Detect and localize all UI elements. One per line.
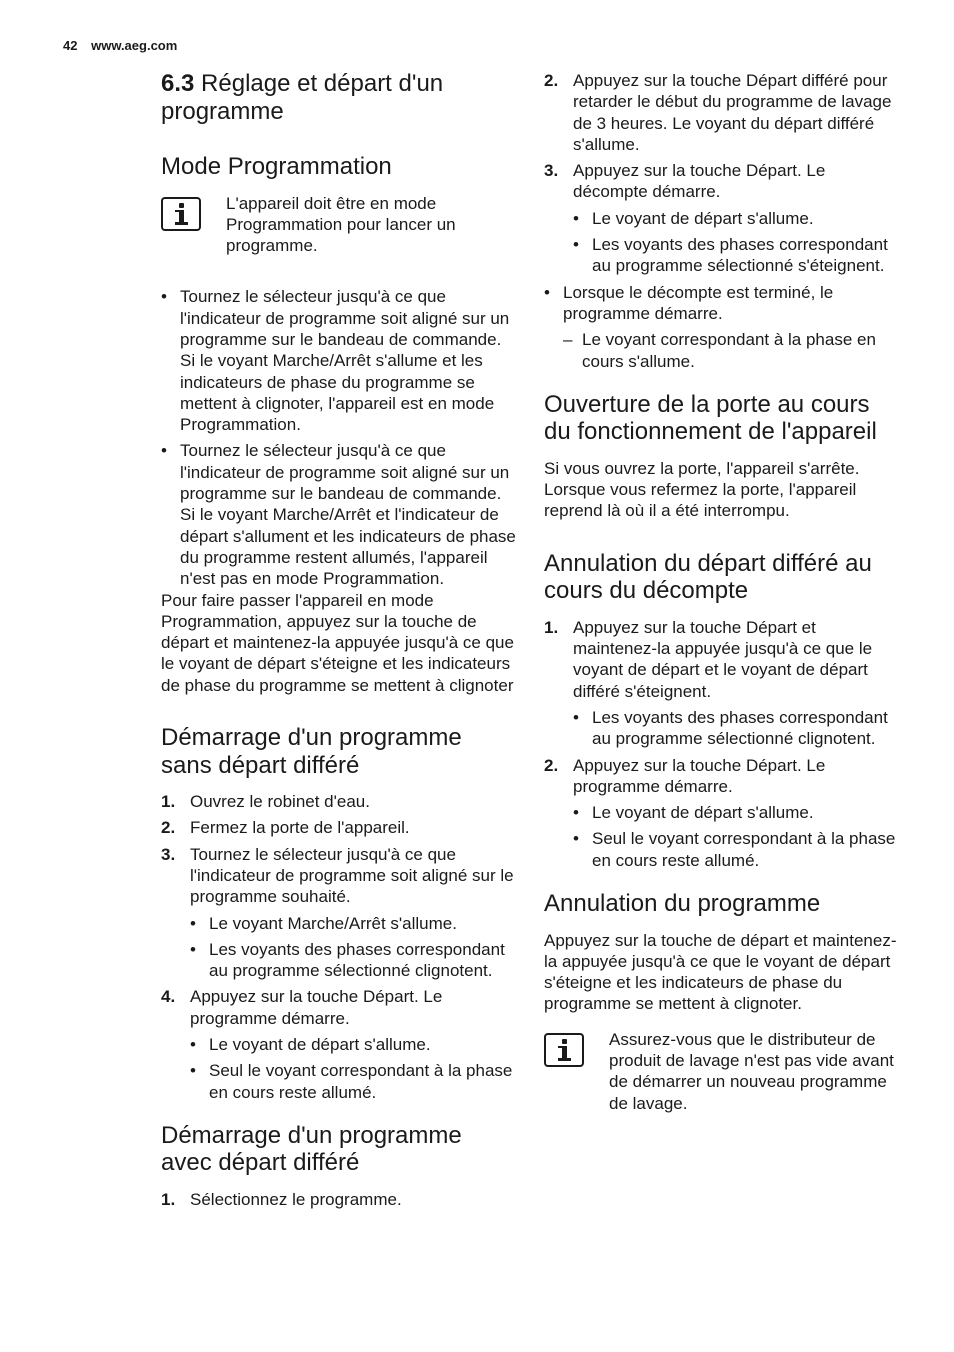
step-item: 3. Appuyez sur la touche Départ. Le décompte démarre. • Le voyant de départ s'allume. • Les voyants des phases correspondant au programme sélectionné s'éteignent. (544, 160, 899, 276)
step-item: 3. Tournez le sélecteur jusqu'à ce que l'indicateur de programme soit aligné sur le programme souhaité. • Le voyant Marche/Arrêt s'allume. • Les voyants des phases correspondant au programme sélectionné clignotent. (161, 844, 516, 982)
heading-mode-programmation: Mode Programmation (161, 153, 392, 180)
step-item: 4. Appuyez sur la touche Départ. Le programme démarre. • Le voyant de départ s'allume. • Seul le voyant correspondant à la phase en cours reste allumé. (161, 986, 516, 1102)
note-text: L'appareil doit être en mode Programmation pour lancer un programme. (226, 193, 456, 256)
heading-annulation-differe: Annulation du départ différé au cours du décompte (544, 549, 872, 605)
sub-item: • Le voyant de départ s'allume. (573, 208, 899, 229)
note-text: Assurez-vous que le distributeur de produit de lavage n'est pas vide avant de démarrer un nouveau programme de lavage. (609, 1029, 894, 1113)
sub-item: • Le voyant de départ s'allume. (190, 1034, 516, 1055)
sub-item: • Les voyants des phases correspondant au programme sélectionné s'éteignent. (573, 234, 899, 277)
info-icon (544, 1033, 584, 1067)
list-item: • Tournez le sélecteur jusqu'à ce que l'indicateur de programme soit aligné sur un programme sur le bandeau de commande. Si le voyant Marche/Arrêt et l'indicateur de départ s'allument et les indicateurs de phase du programme restent allumés, l'appareil n'est pas en mode Programmation. (161, 440, 516, 589)
section-title (161, 70, 516, 125)
website: www.aeg.com (91, 38, 178, 53)
avec-differe-steps (161, 1189, 516, 1210)
annulation-differe-steps (544, 617, 899, 871)
heading-annulation-programme: Annulation du programme (544, 890, 821, 918)
right-column (544, 70, 899, 1144)
avec-differe-steps-cont (544, 70, 899, 277)
page-number: 42 (63, 38, 78, 53)
step-item: 1. Ouvrez le robinet d'eau. (161, 792, 370, 812)
annulation-paragraph: Appuyez sur la touche de départ et maintenez-la appuyée jusqu'à ce que le voyant de départ s'éteigne et les indicateurs de phase du programme se mettent à clignoter. (544, 930, 897, 1014)
mode-bullets (161, 286, 516, 589)
sans-differe-steps (161, 791, 516, 1103)
porte-paragraph: Si vous ouvrez la porte, l'appareil s'arrête. Lorsque vous refermez la porte, l'appareil reprend là où il a été interrompu. (544, 458, 860, 521)
section-title-text: Réglage et départ d'un programme (161, 70, 444, 125)
sub-item: • Les voyants des phases correspondant au programme sélectionné clignotent. (573, 707, 899, 750)
sub-item: • Le voyant Marche/Arrêt s'allume. (190, 913, 516, 934)
step-item: 1. Sélectionnez le programme. (161, 1189, 402, 1209)
section-number: 6.3 (161, 70, 195, 97)
info-icon (161, 197, 201, 231)
page-header (63, 38, 177, 53)
info-note (544, 1029, 899, 1114)
list-item: • Lorsque le décompte est terminé, le programme démarre. – Le voyant correspondant à la phase en cours s'allume. (544, 282, 899, 372)
decompte-bullet (544, 282, 899, 372)
sub-item: • Les voyants des phases correspondant au programme sélectionné clignotent. (190, 939, 516, 982)
heading-avec-differe: Démarrage d'un programme avec départ différé (161, 1121, 462, 1177)
sub-item: • Le voyant de départ s'allume. (573, 802, 899, 823)
step-item: 1. Appuyez sur la touche Départ et maintenez-la appuyée jusqu'à ce que le voyant de départ et le voyant de départ différé s'éteignent. • Les voyants des phases correspondant au programme sélectionné clignotent. (544, 617, 899, 750)
list-item: • Tournez le sélecteur jusqu'à ce que l'indicateur de programme soit aligné sur un programme sur le bandeau de commande. Si le voyant Marche/Arrêt s'allume et les indicateurs de phase du programme se mettent à clignoter, l'appareil est en mode Programmation. (161, 286, 516, 435)
info-note (161, 193, 516, 257)
step-item: 2. Appuyez sur la touche Départ. Le programme démarre. • Le voyant de départ s'allume. • Seul le voyant correspondant à la phase en cours reste allumé. (544, 755, 899, 871)
dash-item: – Le voyant correspondant à la phase en cours s'allume. (563, 329, 899, 372)
heading-porte: Ouverture de la porte au cours du fonctionnement de l'appareil (544, 390, 877, 446)
heading-sans-differe: Démarrage d'un programme sans départ différé (161, 724, 462, 779)
step-item: 2. Appuyez sur la touche Départ différé pour retarder le début du programme de lavage de 3 heures. Le voyant du départ différé s'allume. (544, 71, 892, 154)
mode-paragraph: Pour faire passer l'appareil en mode Programmation, appuyez sur la touche de départ et maintenez-la appuyée jusqu'à ce que le voyant de départ s'éteigne et les indicateurs de phase du programme se mettent à clignoter (161, 590, 514, 695)
sub-item: • Seul le voyant correspondant à la phase en cours reste allumé. (190, 1060, 516, 1103)
left-column (161, 70, 516, 1215)
sub-item: • Seul le voyant correspondant à la phase en cours reste allumé. (573, 828, 899, 871)
step-item: 2. Fermez la porte de l'appareil. (161, 818, 410, 838)
